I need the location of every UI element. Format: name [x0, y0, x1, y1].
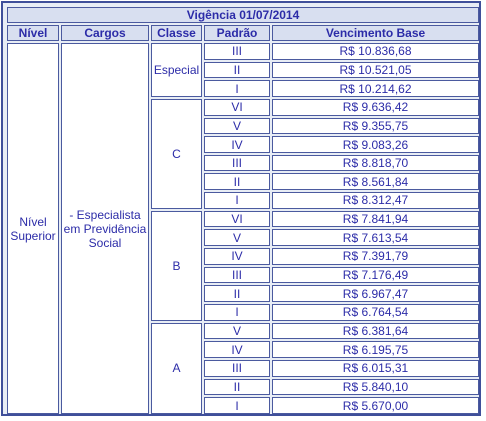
padrao-cell: I [204, 192, 270, 209]
vencimento-cell: R$ 6.967,47 [272, 285, 479, 302]
padrao-cell: III [204, 43, 270, 60]
padrao-cell: I [204, 397, 270, 414]
vencimento-cell: R$ 7.841,94 [272, 211, 479, 228]
classe-cell: B [151, 211, 202, 321]
padrao-cell: VI [204, 99, 270, 116]
nivel-cell: Nível Superior [7, 43, 59, 414]
vencimento-cell: R$ 7.613,54 [272, 229, 479, 246]
padrao-cell: IV [204, 341, 270, 358]
classe-cell: C [151, 99, 202, 209]
padrao-cell: II [204, 173, 270, 190]
table-frame [1, 1, 481, 416]
vencimento-cell: R$ 9.636,42 [272, 99, 479, 116]
title-row [7, 7, 479, 23]
vencimento-cell: R$ 9.083,26 [272, 136, 479, 153]
vencimento-cell: R$ 9.355,75 [272, 118, 479, 135]
vencimento-cell: R$ 6.381,64 [272, 323, 479, 340]
padrao-cell: V [204, 118, 270, 135]
table-body [7, 43, 479, 414]
padrao-cell: V [204, 323, 270, 340]
classe-cell: Especial [151, 43, 202, 97]
padrao-cell: VI [204, 211, 270, 228]
vencimento-cell: R$ 10.836,68 [272, 43, 479, 60]
vencimento-cell: R$ 7.176,49 [272, 267, 479, 284]
header-row [7, 25, 479, 41]
vencimento-cell: R$ 7.391,79 [272, 248, 479, 265]
header-cargos: Cargos [61, 25, 149, 41]
vencimento-cell: R$ 8.818,70 [272, 155, 479, 172]
cargo-cell: - Especialista em Previdência Social [61, 43, 149, 414]
vencimento-cell: R$ 5.670,00 [272, 397, 479, 414]
padrao-cell: III [204, 267, 270, 284]
table-title: Vigência 01/07/2014 [7, 7, 479, 23]
vencimento-cell: R$ 10.521,05 [272, 62, 479, 79]
header-nivel: Nível [7, 25, 59, 41]
salary-table [5, 5, 481, 416]
vencimento-cell: R$ 8.561,84 [272, 173, 479, 190]
table-row [7, 43, 479, 60]
header-classe: Classe [151, 25, 202, 41]
padrao-cell: V [204, 229, 270, 246]
classe-cell: A [151, 323, 202, 414]
header-padrao: Padrão [204, 25, 270, 41]
vencimento-cell: R$ 8.312,47 [272, 192, 479, 209]
padrao-cell: III [204, 360, 270, 377]
vencimento-cell: R$ 10.214,62 [272, 80, 479, 97]
vencimento-cell: R$ 6.195,75 [272, 341, 479, 358]
padrao-cell: IV [204, 248, 270, 265]
padrao-cell: IV [204, 136, 270, 153]
vencimento-cell: R$ 6.764,54 [272, 304, 479, 321]
padrao-cell: II [204, 379, 270, 396]
vencimento-cell: R$ 6.015,31 [272, 360, 479, 377]
padrao-cell: I [204, 80, 270, 97]
padrao-cell: II [204, 62, 270, 79]
padrao-cell: I [204, 304, 270, 321]
vencimento-cell: R$ 5.840,10 [272, 379, 479, 396]
header-vencimento: Vencimento Base [272, 25, 479, 41]
padrao-cell: III [204, 155, 270, 172]
padrao-cell: II [204, 285, 270, 302]
